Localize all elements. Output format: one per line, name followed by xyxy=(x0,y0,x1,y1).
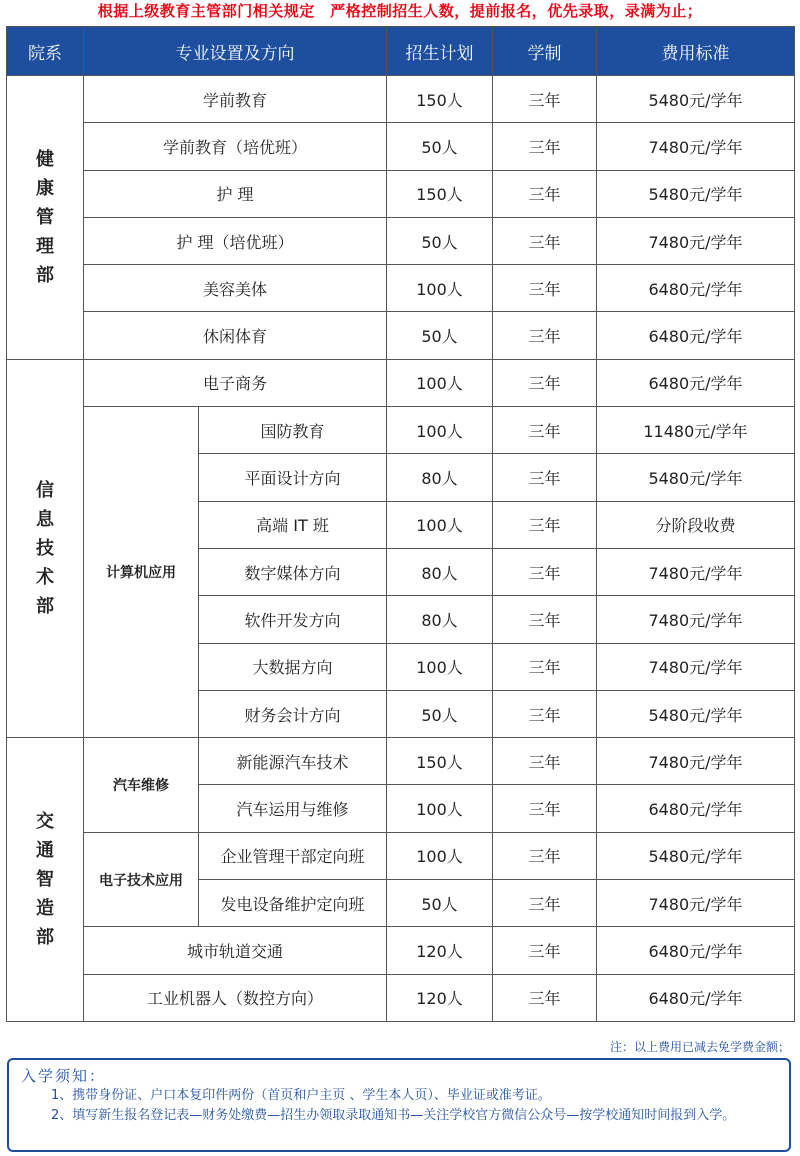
table-row xyxy=(7,974,795,1021)
major-cell: 大数据方向 xyxy=(199,643,387,690)
years-cell: 三年 xyxy=(493,974,597,1021)
fee-cell: 6480元/学年 xyxy=(597,785,795,832)
years-cell: 三年 xyxy=(493,312,597,359)
major-cell: 学前教育（培优班） xyxy=(84,123,387,170)
major-cell: 护 理（培优班） xyxy=(84,217,387,264)
years-cell: 三年 xyxy=(493,548,597,595)
enrollment-notice: 根据上级教育主管部门相关规定 严格控制招生人数，提前报名，优先录取，录满为止； xyxy=(97,2,703,20)
major-cell: 城市轨道交通 xyxy=(84,927,387,974)
header-major: 专业设置及方向 xyxy=(84,27,387,76)
table-row xyxy=(7,407,795,454)
years-cell: 三年 xyxy=(493,832,597,879)
fee-cell: 5480元/学年 xyxy=(597,454,795,501)
fee-cell: 7480元/学年 xyxy=(597,643,795,690)
plan-cell: 50人 xyxy=(387,312,493,359)
fee-cell: 5480元/学年 xyxy=(597,170,795,217)
plan-cell: 100人 xyxy=(387,832,493,879)
years-cell: 三年 xyxy=(493,454,597,501)
table-row xyxy=(7,76,795,123)
table-row xyxy=(7,312,795,359)
table-row xyxy=(7,123,795,170)
admission-guide-box xyxy=(7,1058,791,1152)
major-cell: 财务会计方向 xyxy=(199,690,387,737)
years-cell: 三年 xyxy=(493,170,597,217)
fee-cell: 6480元/学年 xyxy=(597,312,795,359)
major-cell: 学前教育 xyxy=(84,76,387,123)
major-cell: 汽车运用与维修 xyxy=(199,785,387,832)
table-row xyxy=(7,170,795,217)
major-cell: 数字媒体方向 xyxy=(199,548,387,595)
fee-cell: 7480元/学年 xyxy=(597,548,795,595)
years-cell: 三年 xyxy=(493,265,597,312)
fee-cell: 6480元/学年 xyxy=(597,265,795,312)
plan-cell: 100人 xyxy=(387,407,493,454)
years-cell: 三年 xyxy=(493,643,597,690)
table-row xyxy=(7,927,795,974)
fee-cell: 6480元/学年 xyxy=(597,927,795,974)
major-cell: 电子商务 xyxy=(84,359,387,406)
major-cell: 国防教育 xyxy=(199,407,387,454)
major-cell: 休闲体育 xyxy=(84,312,387,359)
plan-cell: 50人 xyxy=(387,123,493,170)
plan-cell: 50人 xyxy=(387,690,493,737)
table-row xyxy=(7,832,795,879)
fee-cell: 7480元/学年 xyxy=(597,123,795,170)
table-header-row xyxy=(7,27,795,76)
plan-cell: 100人 xyxy=(387,359,493,406)
plan-cell: 80人 xyxy=(387,454,493,501)
header-enrollment: 招生计划 xyxy=(387,27,493,76)
fee-cell: 5480元/学年 xyxy=(597,832,795,879)
years-cell: 三年 xyxy=(493,123,597,170)
plan-cell: 150人 xyxy=(387,170,493,217)
major-cell: 软件开发方向 xyxy=(199,596,387,643)
plan-cell: 150人 xyxy=(387,76,493,123)
plan-cell: 50人 xyxy=(387,217,493,264)
header-duration: 学制 xyxy=(493,27,597,76)
major-cell: 企业管理干部定向班 xyxy=(199,832,387,879)
years-cell: 三年 xyxy=(493,738,597,785)
fee-cell: 7480元/学年 xyxy=(597,596,795,643)
table-row xyxy=(7,738,795,785)
guide-line-2: 2、填写新生报名登记表—财务处缴费—招生办领取录取通知书—关注学校官方微信公众号—按学校通知时间报到入学。 xyxy=(51,1108,736,1123)
major-cell: 新能源汽车技术 xyxy=(199,738,387,785)
years-cell: 三年 xyxy=(493,785,597,832)
major-cell: 美容美体 xyxy=(84,265,387,312)
plan-cell: 80人 xyxy=(387,548,493,595)
enrollment-table xyxy=(6,26,795,1022)
fee-cell: 7480元/学年 xyxy=(597,880,795,927)
fee-cell: 7480元/学年 xyxy=(597,738,795,785)
fee-cell: 分阶段收费 xyxy=(597,501,795,548)
years-cell: 三年 xyxy=(493,880,597,927)
table-row xyxy=(7,359,795,406)
major-cell: 护 理 xyxy=(84,170,387,217)
fee-cell: 5480元/学年 xyxy=(597,690,795,737)
major-cell: 发电设备维护定向班 xyxy=(199,880,387,927)
fee-cell: 6480元/学年 xyxy=(597,974,795,1021)
dept-health: 健 康 管 理 部 xyxy=(7,76,84,360)
guide-line-1: 1、携带身份证、户口本复印件两份（首页和户主页 、学生本人页）、毕业证或准考证。 xyxy=(51,1088,551,1103)
years-cell: 三年 xyxy=(493,501,597,548)
major-cell: 工业机器人（数控方向） xyxy=(84,974,387,1021)
years-cell: 三年 xyxy=(493,359,597,406)
years-cell: 三年 xyxy=(493,217,597,264)
subdept-electronics: 电子技术应用 xyxy=(84,832,199,927)
header-department: 院系 xyxy=(7,27,84,76)
table-row xyxy=(7,265,795,312)
years-cell: 三年 xyxy=(493,927,597,974)
years-cell: 三年 xyxy=(493,407,597,454)
subdept-computer: 计算机应用 xyxy=(84,407,199,738)
fee-footnote: 注：以上费用已减去免学费金额； xyxy=(609,1040,790,1054)
plan-cell: 120人 xyxy=(387,974,493,1021)
fee-cell: 6480元/学年 xyxy=(597,359,795,406)
plan-cell: 100人 xyxy=(387,501,493,548)
fee-cell: 7480元/学年 xyxy=(597,217,795,264)
subdept-auto: 汽车维修 xyxy=(84,738,199,833)
years-cell: 三年 xyxy=(493,596,597,643)
dept-transport: 交 通 智 造 部 xyxy=(7,738,84,1022)
years-cell: 三年 xyxy=(493,690,597,737)
plan-cell: 150人 xyxy=(387,738,493,785)
fee-cell: 5480元/学年 xyxy=(597,76,795,123)
plan-cell: 80人 xyxy=(387,596,493,643)
major-cell: 平面设计方向 xyxy=(199,454,387,501)
years-cell: 三年 xyxy=(493,76,597,123)
plan-cell: 120人 xyxy=(387,927,493,974)
plan-cell: 100人 xyxy=(387,785,493,832)
plan-cell: 100人 xyxy=(387,265,493,312)
major-cell: 高端 IT 班 xyxy=(199,501,387,548)
fee-cell: 11480元/学年 xyxy=(597,407,795,454)
dept-info: 信 息 技 术 部 xyxy=(7,359,84,737)
plan-cell: 50人 xyxy=(387,880,493,927)
table-row xyxy=(7,217,795,264)
header-fee: 费用标准 xyxy=(597,27,795,76)
guide-title: 入学须知： xyxy=(21,1067,107,1085)
plan-cell: 100人 xyxy=(387,643,493,690)
